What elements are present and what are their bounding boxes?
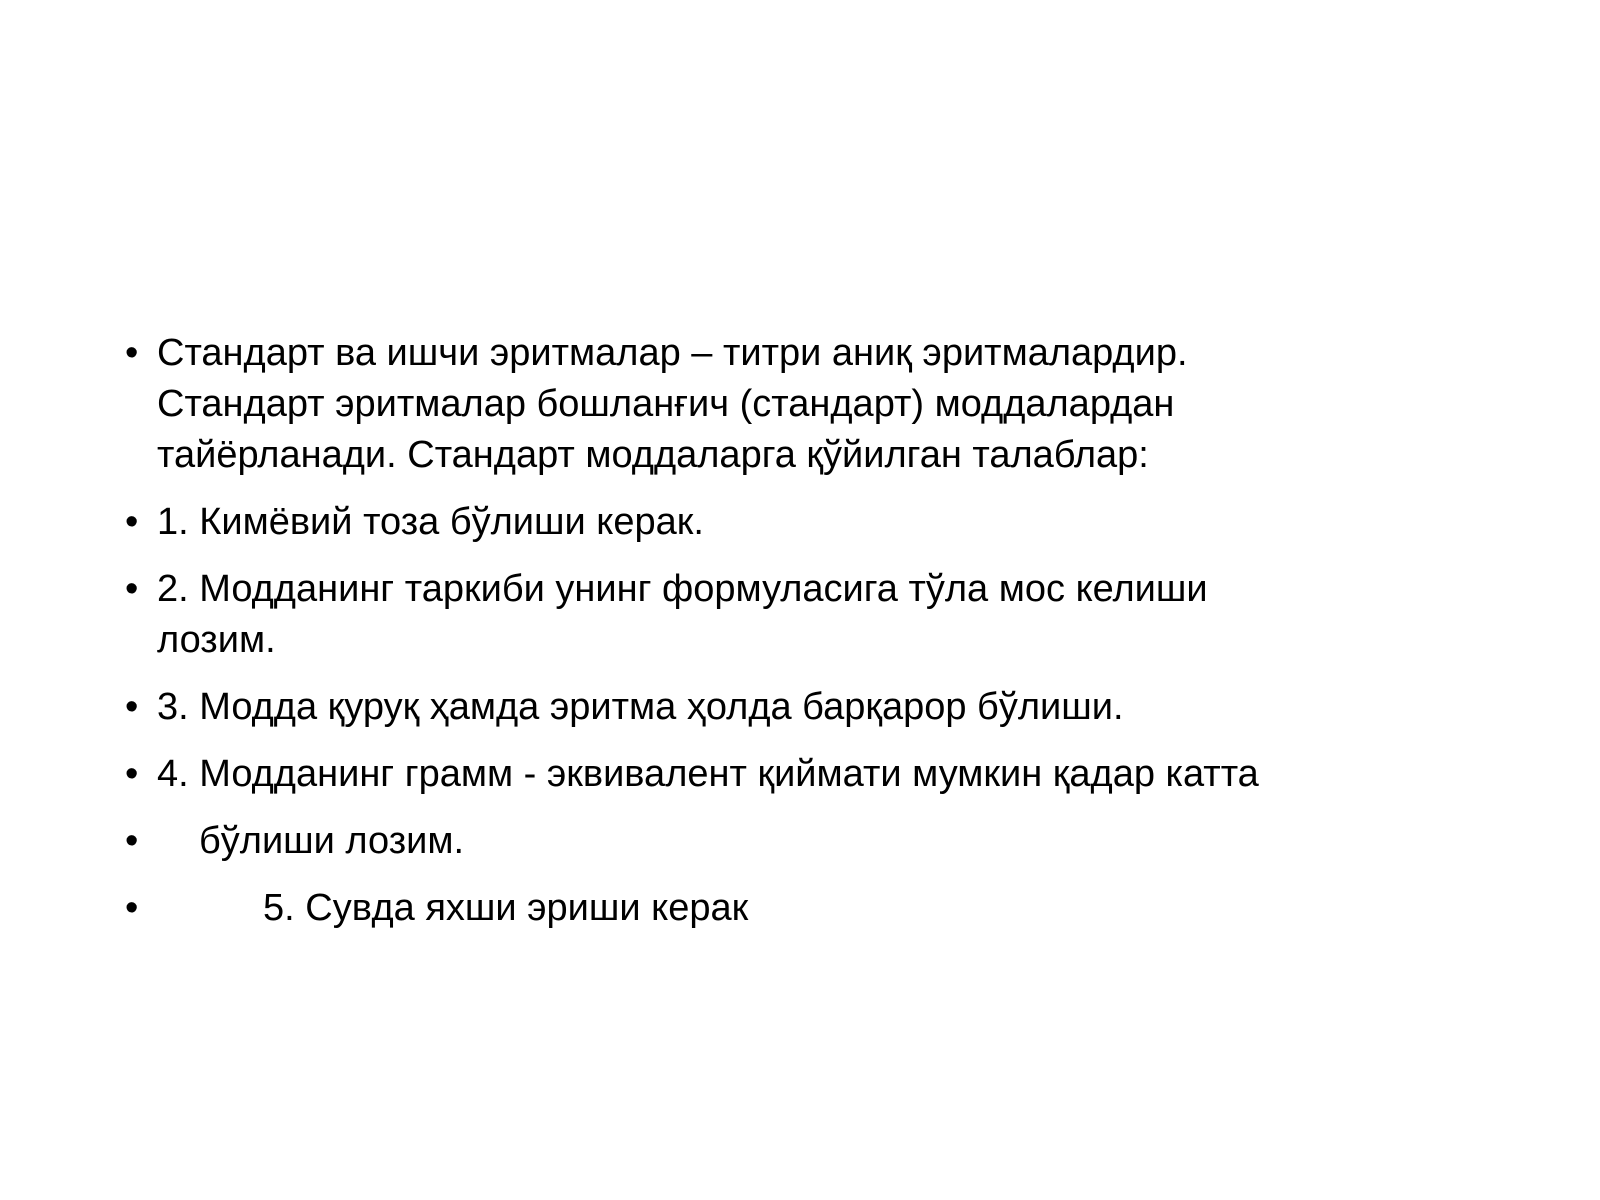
bullet-item bbox=[125, 497, 1465, 548]
bullet-icon: • bbox=[125, 820, 139, 862]
bullet-icon: • bbox=[125, 332, 139, 374]
bullet-text-line: 1. Кимёвий тоза бўлиши керак. bbox=[157, 501, 704, 543]
bullet-item bbox=[125, 682, 1465, 733]
bullet-item bbox=[125, 816, 1465, 867]
bullet-item bbox=[125, 749, 1465, 800]
bullet-item bbox=[125, 564, 1465, 666]
bullet-text-line: Стандарт ва ишчи эритмалар – титри аниқ эритмалардир. bbox=[157, 332, 1188, 374]
bullet-text-line: Стандарт эритмалар бошланғич (стандарт) моддалардан bbox=[157, 383, 1175, 425]
bullet-text-line: тайёрланади. Стандарт моддаларга қўйилган талаблар: bbox=[157, 434, 1149, 476]
bullet-text-line: 5. Сувда яхши эриши керак bbox=[263, 887, 749, 929]
bullet-icon: • bbox=[125, 501, 139, 543]
bullet-list bbox=[125, 328, 1465, 950]
bullet-text-line: лозим. bbox=[157, 619, 276, 661]
bullet-text-line: 3. Модда қуруқ ҳамда эритма ҳолда барқарор бўлиши. bbox=[157, 686, 1124, 728]
bullet-text-line: 4. Модданинг грамм - эквивалент қиймати мумкин қадар катта bbox=[157, 753, 1259, 795]
bullet-text-line: 2. Модданинг таркиби унинг формуласига тўла мос келиши bbox=[157, 568, 1208, 610]
bullet-icon: • bbox=[125, 887, 139, 929]
bullet-item bbox=[125, 883, 1465, 934]
bullet-icon: • bbox=[125, 753, 139, 795]
bullet-icon: • bbox=[125, 568, 139, 610]
bullet-icon: • bbox=[125, 686, 139, 728]
bullet-item bbox=[125, 328, 1465, 481]
bullet-text-line: бўлиши лозим. bbox=[199, 820, 465, 862]
